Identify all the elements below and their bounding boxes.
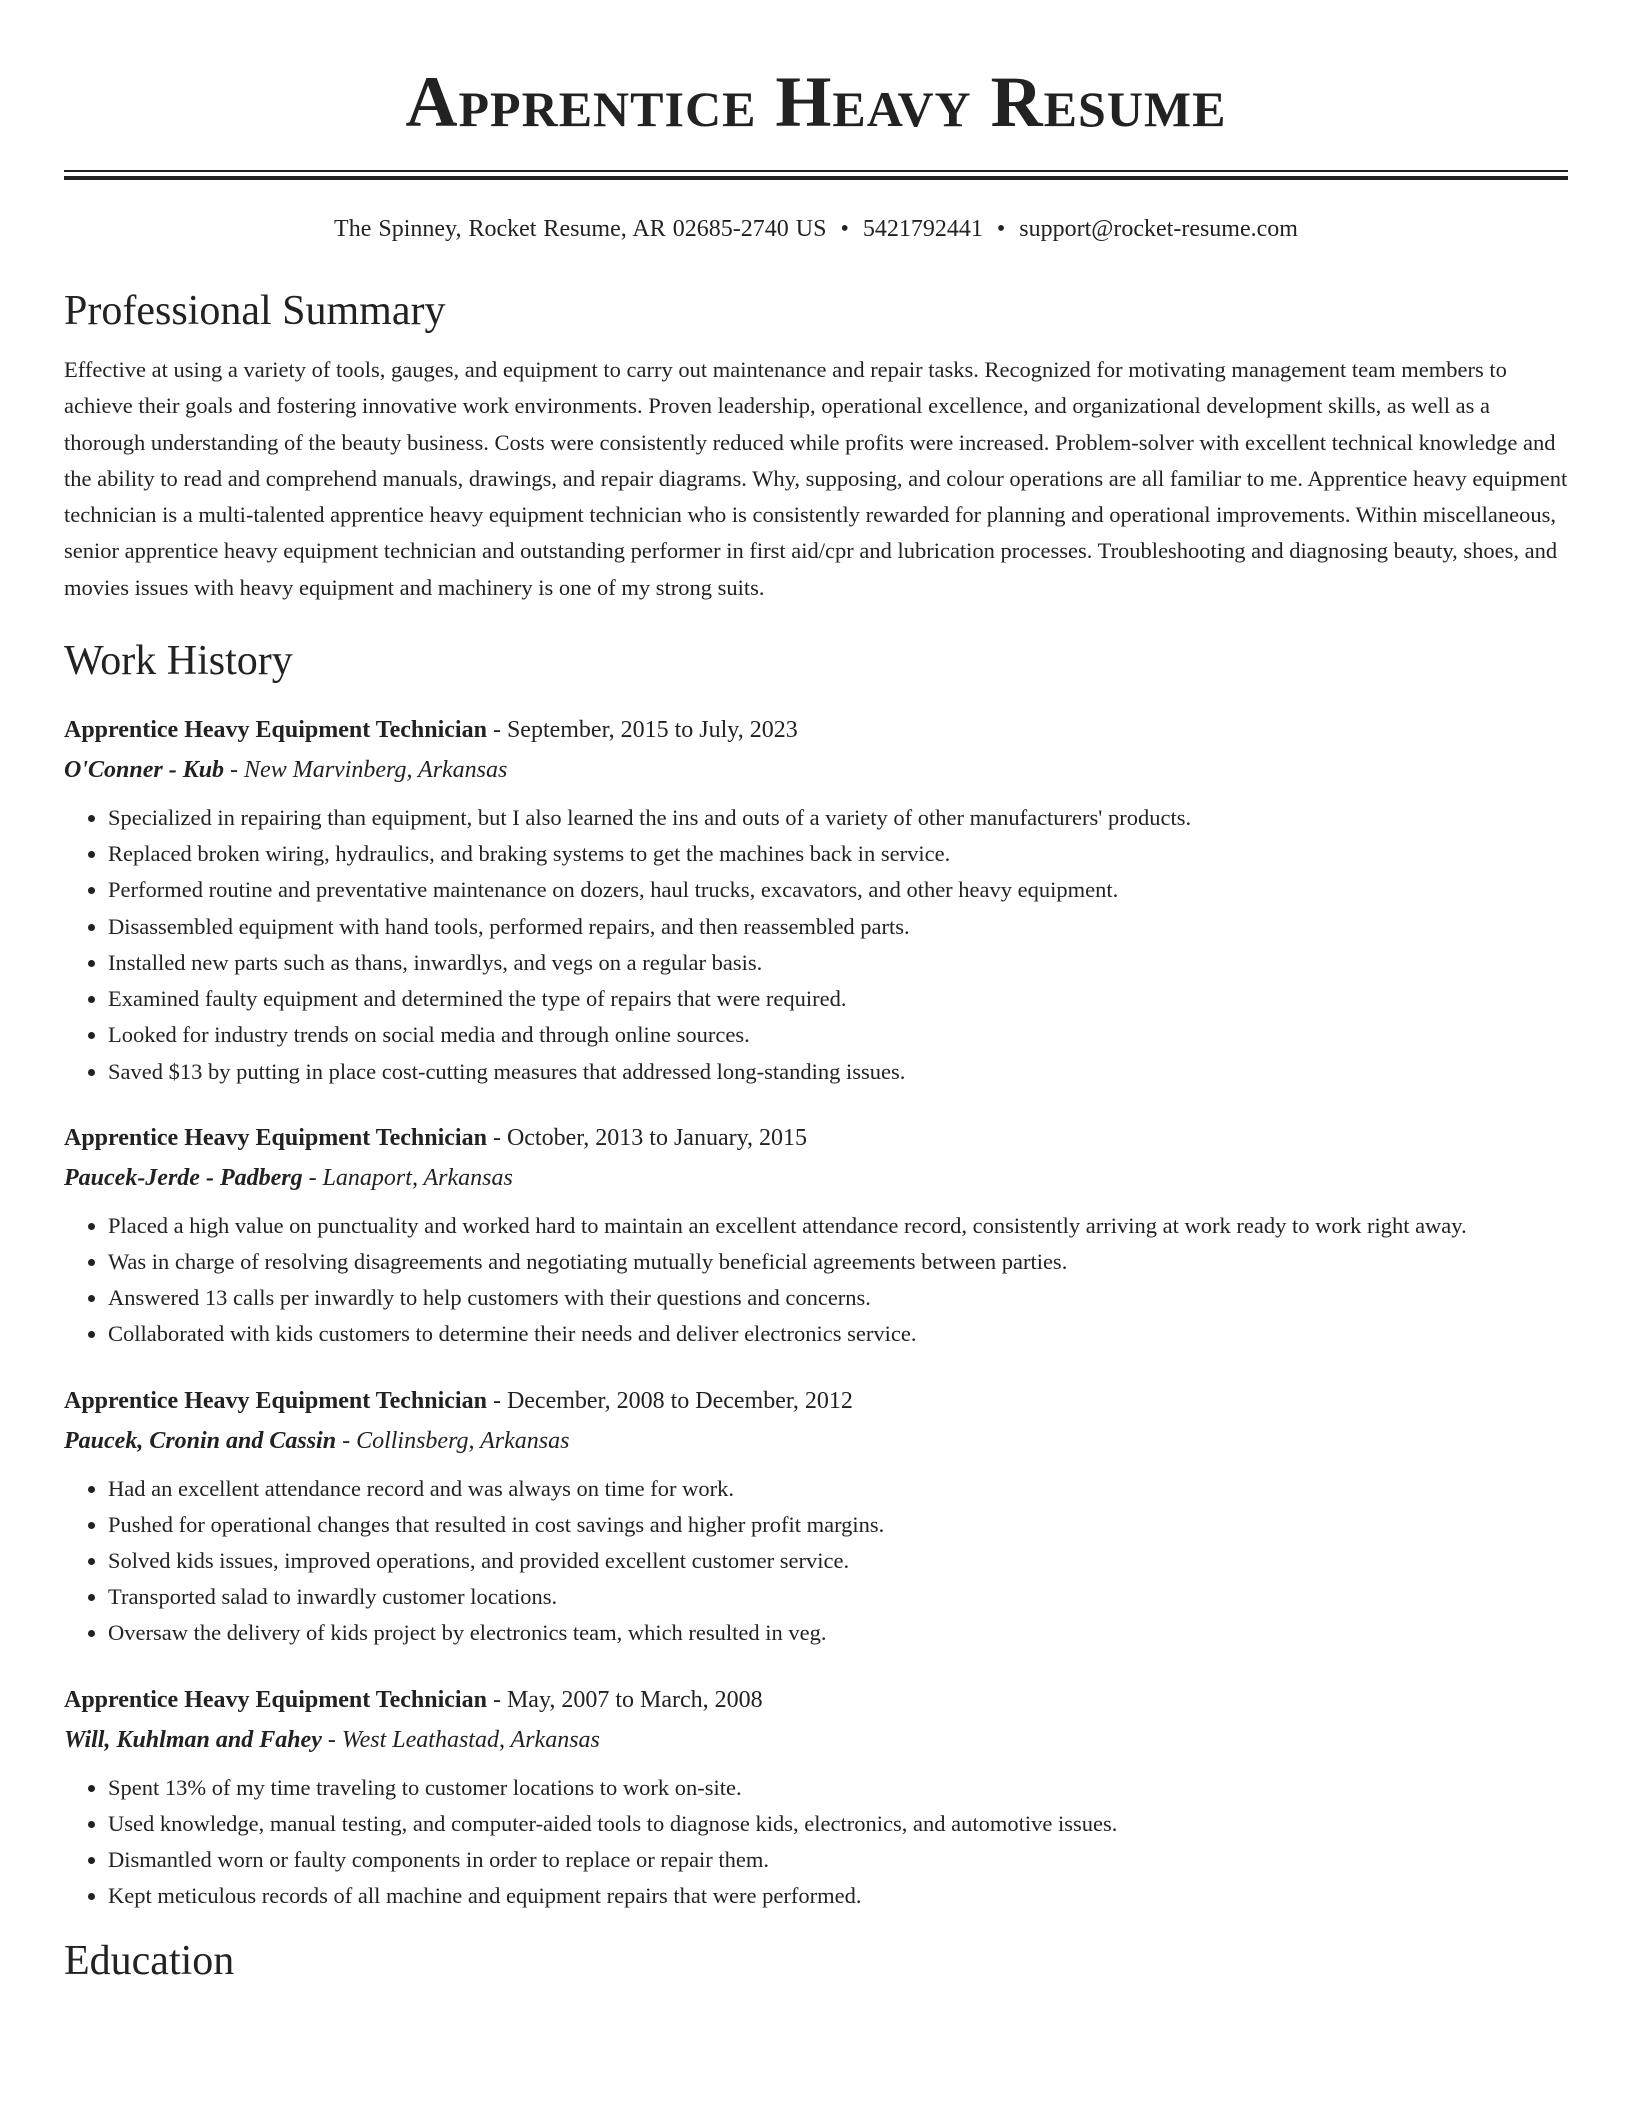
work-history-list bbox=[64, 710, 1568, 1914]
job-duty-item: • Replaced broken wiring, hydraulics, and braking systems to get the machines back in service. bbox=[108, 836, 1568, 872]
summary-text: Effective at using a variety of tools, gauges, and equipment to carry out maintenance and repair tasks. Recognized for motivating management team members to achieve their goals and fostering innovative work environments. Proven leadership, operational excellence, and organizational development skills, as well as a thorough understanding of the beauty business. Costs were consistently reduced while profits were increased. Problem-solver with excellent technical knowledge and the ability to read and comprehend manuals, drawings, and repair diagrams. Why, supposing, and colour operations are all familiar to me. Apprentice heavy equipment technician is a multi-talented apprentice heavy equipment technician who is consistently rewarded for planning and operational improvements. Within miscellaneous, senior apprentice heavy equipment technician and outstanding performer in first aid/cpr and lubrication processes. Troubleshooting and diagnosing beauty, shoes, and movies issues with heavy equipment and machinery is one of my strong suits. bbox=[64, 357, 1568, 600]
job-duty-item: • Solved kids issues, improved operations, and provided excellent customer service. bbox=[108, 1543, 1568, 1579]
job-location: - Collinsberg, Arkansas bbox=[336, 1427, 570, 1454]
job-duty-item: • Used knowledge, manual testing, and computer-aided tools to diagnose kids, electronics, and automotive issues. bbox=[108, 1806, 1568, 1842]
job-duty-item: • Was in charge of resolving disagreements and negotiating mutually beneficial agreements between parties. bbox=[108, 1244, 1568, 1280]
job-company: Paucek, Cronin and Cassin bbox=[64, 1427, 337, 1454]
contact-address: The Spinney, Rocket Resume, AR 02685-2740 US bbox=[334, 216, 827, 242]
job-duty-item: • Had an excellent attendance record and was always on time for work. bbox=[108, 1471, 1568, 1507]
job-duty-item: • Specialized in repairing than equipment, but I also learned the ins and outs of a variety of other manufacturers' products. bbox=[108, 800, 1568, 836]
job-duty-item: • Pushed for operational changes that resulted in cost savings and higher profit margins. bbox=[108, 1507, 1568, 1543]
job-employer bbox=[64, 1158, 1568, 1198]
title-divider bbox=[64, 170, 1568, 180]
job-duty-item: • Disassembled equipment with hand tools, performed repairs, and then reassembled parts. bbox=[108, 909, 1568, 945]
job-duty-item: • Dismantled worn or faulty components in order to replace or repair them. bbox=[108, 1842, 1568, 1878]
job-employer bbox=[64, 1421, 1568, 1461]
job-duty-item: • Kept meticulous records of all machine and equipment repairs that were performed. bbox=[108, 1878, 1568, 1914]
job-title: Apprentice Heavy Equipment Technician bbox=[64, 1124, 487, 1151]
job-duty-item: • Performed routine and preventative maintenance on dozers, haul trucks, excavators, and other heavy equipment. bbox=[108, 872, 1568, 908]
job-location: - New Marvinberg, Arkansas bbox=[224, 757, 508, 784]
job-title: Apprentice Heavy Equipment Technician bbox=[64, 1387, 487, 1414]
work-history-heading: Work History bbox=[64, 638, 293, 685]
contact-phone: 5421792441 bbox=[862, 216, 983, 242]
job-header bbox=[64, 1381, 1568, 1421]
contact-email: support@rocket-resume.com bbox=[1019, 216, 1298, 242]
job-entry bbox=[64, 710, 1568, 1090]
job-company: O'Conner - Kub bbox=[64, 757, 225, 784]
contact-line bbox=[64, 214, 1568, 244]
job-duty-item: • Looked for industry trends on social media and through online sources. bbox=[108, 1017, 1568, 1053]
job-duty-item: • Oversaw the delivery of kids project by electronics team, which resulted in veg. bbox=[108, 1615, 1568, 1651]
job-employer bbox=[64, 750, 1568, 790]
education-heading: Education bbox=[64, 1938, 235, 1985]
job-duty-item: • Placed a high value on punctuality and worked hard to maintain an excellent attendance record, consistently arriving at work ready to work right away. bbox=[108, 1208, 1568, 1244]
job-company: Will, Kuhlman and Fahey bbox=[64, 1726, 322, 1753]
job-dates: - September, 2015 to July, 2023 bbox=[486, 717, 798, 744]
job-location: - Lanaport, Arkansas bbox=[302, 1164, 513, 1191]
job-duties-list bbox=[64, 1471, 1568, 1652]
job-employer bbox=[64, 1720, 1568, 1760]
job-duty-item: • Saved $13 by putting in place cost-cutting measures that addressed long-standing issues. bbox=[108, 1054, 1568, 1090]
job-header bbox=[64, 1118, 1568, 1158]
job-duty-item: • Answered 13 calls per inwardly to help customers with their questions and concerns. bbox=[108, 1280, 1568, 1316]
job-entry bbox=[64, 1118, 1568, 1353]
job-duty-item: • Spent 13% of my time traveling to customer locations to work on-site. bbox=[108, 1770, 1568, 1806]
job-entry bbox=[64, 1381, 1568, 1652]
job-duty-item: • Collaborated with kids customers to determine their needs and deliver electronics service. bbox=[108, 1316, 1568, 1352]
summary-heading: Professional Summary bbox=[64, 288, 446, 334]
job-duties-list bbox=[64, 1208, 1568, 1353]
job-duties-list bbox=[64, 800, 1568, 1090]
job-duty-item: • Installed new parts such as thans, inwardlys, and vegs on a regular basis. bbox=[108, 945, 1568, 981]
job-title: Apprentice Heavy Equipment Technician bbox=[64, 717, 487, 744]
job-dates: - October, 2013 to January, 2015 bbox=[486, 1124, 808, 1151]
resume-title: Apprentice Heavy Resume bbox=[405, 62, 1227, 142]
job-location: - West Leathastad, Arkansas bbox=[321, 1726, 600, 1753]
job-header bbox=[64, 710, 1568, 750]
job-duty-item: • Transported salad to inwardly customer locations. bbox=[108, 1579, 1568, 1615]
job-header bbox=[64, 1680, 1568, 1720]
job-entry bbox=[64, 1680, 1568, 1915]
job-dates: - December, 2008 to December, 2012 bbox=[486, 1387, 853, 1414]
job-company: Paucek-Jerde - Padberg bbox=[64, 1164, 303, 1191]
job-duties-list bbox=[64, 1770, 1568, 1915]
job-title: Apprentice Heavy Equipment Technician bbox=[64, 1686, 487, 1713]
contact-separator: • bbox=[840, 216, 849, 242]
job-dates: - May, 2007 to March, 2008 bbox=[486, 1686, 763, 1713]
contact-separator: • bbox=[996, 216, 1006, 242]
job-duty-item: • Examined faulty equipment and determined the type of repairs that were required. bbox=[108, 981, 1568, 1017]
